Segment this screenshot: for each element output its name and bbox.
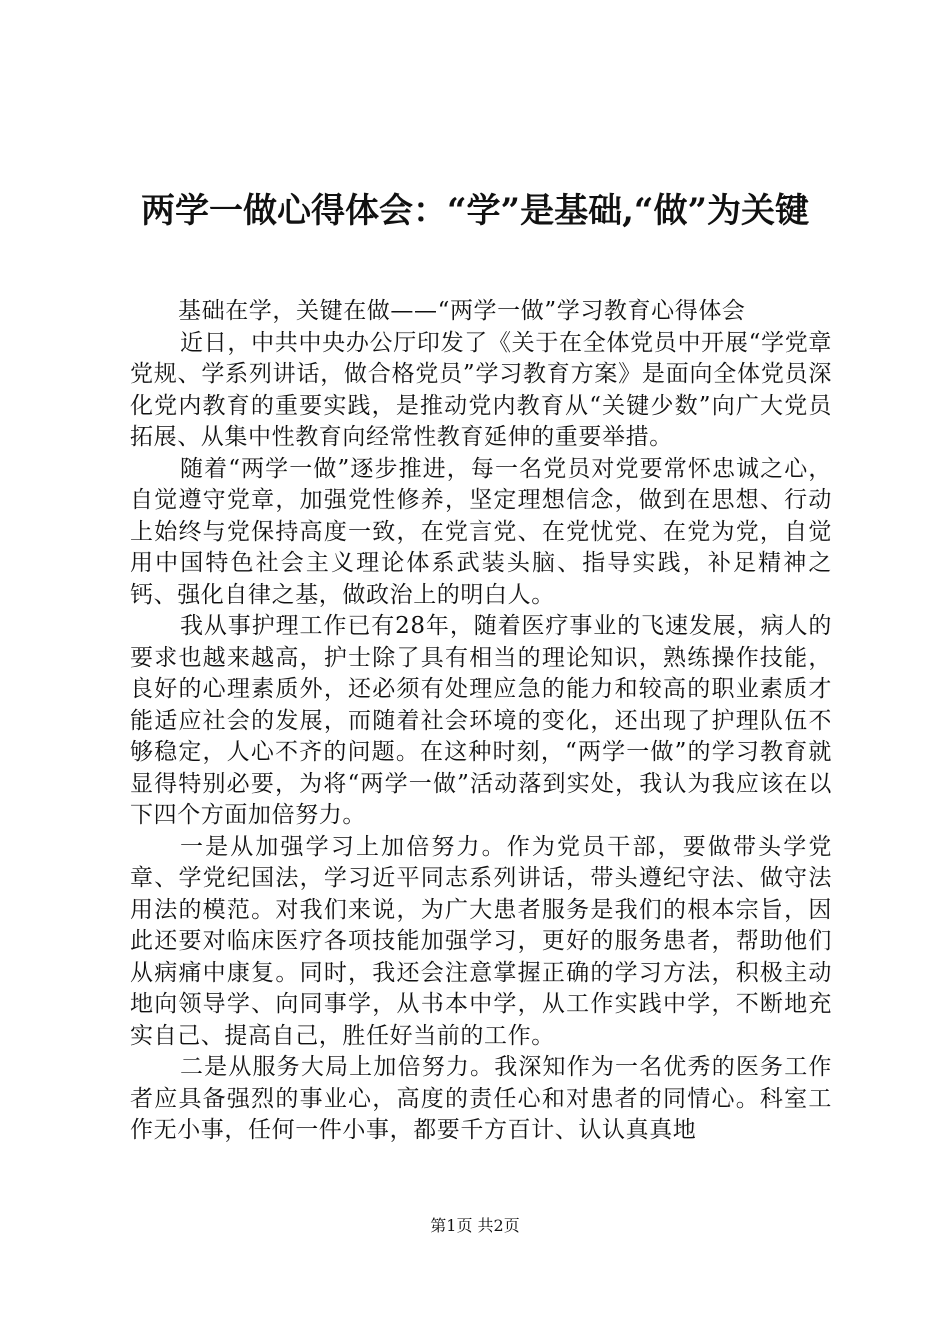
paragraph-4: 一是从加强学习上加倍努力。作为党员干部，要做带头学党章、学党纪国法，学习近平同志系列讲话，带头遵纪守法、做守法用法的模范。对我们来说，为广大患者服务是我们的根本宗旨，因此还要对临床医疗各项技能加强学习，更好的服务患者，帮助他们从病痛中康复。同时，我还会注意掌握正确的学习方法，积极主动地向领导学、向同事学，从书本中学，从工作实践中学，不断地充实自己、提高自己，胜任好当前的工作。: [130, 833, 832, 1049]
paragraph-3: 我从事护理工作已有28年，随着医疗事业的飞速发展，病人的要求也越来越高，护士除了具有相当的理论知识，熟练操作技能，良好的心理素质外，还必须有处理应急的能力和较高的职业素质才能适应社会的发展，而随着社会环境的变化，还出现了护理队伍不够稳定，人心不齐的问题。在这种时刻，“两学一做”的学习教育就显得特别必要，为将“两学一做”活动落到实处，我认为我应该在以下四个方面加倍努力。: [130, 613, 832, 828]
document-subtitle: 基础在学，关键在做——“两学一做”学习教育心得体会: [178, 298, 746, 324]
paragraph-2: 随着“两学一做”逐步推进，每一名党员对党要常怀忠诚之心，自觉遵守党章，加强党性修养，坚定理想信念，做到在思想、行动上始终与党保持高度一致，在党言党、在党忧党、在党为党，自觉用中国特色社会主义理论体系武装头脑、指导实践，补足精神之钙、强化自律之基，做政治上的明白人。: [130, 455, 832, 608]
document-title: 两学一做心得体会：“学”是基础,“做”为关键: [140, 191, 810, 231]
document-body: [130, 296, 832, 1147]
paragraph-1: 近日，中共中央办公厅印发了《关于在全体党员中开展“学党章党规、学系列讲话，做合格党员”学习教育方案》是面向全体党员深化党内教育的重要实践，是推动党内教育从“关键少数”向广大党员拓展、从集中性教育向经常性教育延伸的重要举措。: [130, 329, 832, 450]
paragraph-5: 二是从服务大局上加倍努力。我深知作为一名优秀的医务工作者应具备强烈的事业心，高度的责任心和对患者的同情心。科室工作无小事，任何一件小事，都要千方百计、认认真真地: [130, 1054, 832, 1143]
page-footer: 第1页 共2页: [430, 1216, 520, 1235]
